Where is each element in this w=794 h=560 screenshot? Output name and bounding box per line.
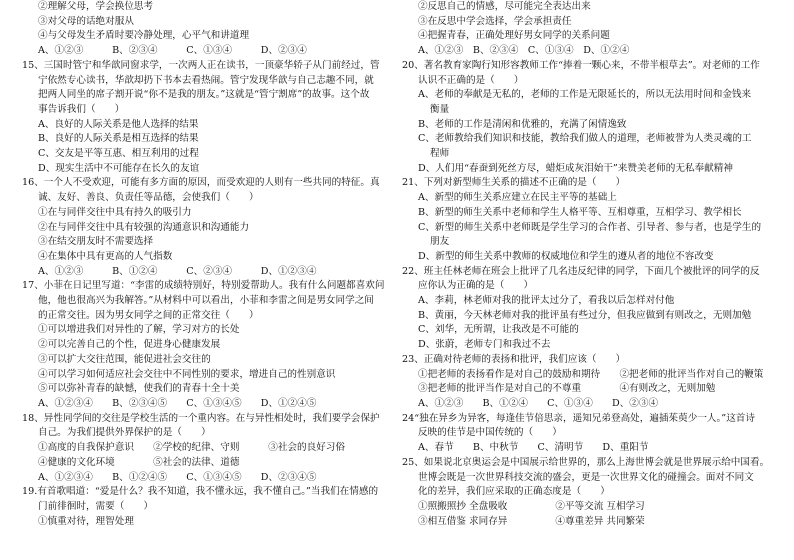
question-line: ①慎重对待，理智处理 <box>38 515 134 527</box>
question-line: ②理解父母，学会换位思考 <box>38 1 154 12</box>
question-line: 应你认为正确的是（ ） <box>418 280 534 292</box>
question-line: 宁依然专心读书，华歆却扔下书本去看热闹。管宁发现华歆与自己志趣不同，就 <box>38 74 374 86</box>
question-line: ③对父母的话绝对服从 <box>38 15 134 27</box>
question-line: ④把握青春，正确处理好男女同学的关系问题 <box>418 30 610 42</box>
question-line: ④与父母发生矛盾时要冷静处理，心平气和讲道理 <box>38 30 250 42</box>
question-line: C、新型的师生关系中老师既是学生学习的合作者、引导者、参与者，也是学生的 <box>418 221 762 233</box>
question-line: ③在反思中学会选择，学会承担责任 <box>418 15 572 27</box>
question-line: A、①②③④ B、①②④⑤ C、①③④⑤ D、②③④⑤ <box>38 471 317 483</box>
question-line: ②反思自己的情感，尽可能完全表达出来 <box>418 1 591 12</box>
question-line: D、新型的师生关系中教师的权威地位和学生的遵从者的地位不容改变 <box>418 250 714 262</box>
question-line: 把两人同坐的席子割开说“你不是我的朋友。”这就是“管宁割席”的故事。这个故 <box>38 89 370 101</box>
question-line: 化的差异，我们应采取的正确态度是（ ） <box>418 486 610 498</box>
question-line: ①在与同伴交往中具有持久的吸引力 <box>38 206 192 218</box>
question-line: A、李莉，林老师对我的批评太过分了，看我以后怎样对付他 <box>418 295 675 307</box>
question-line: ①高度的自我保护意识 ②学校的纪律、守则 ③社会的良好习俗 <box>38 442 345 454</box>
question-line: A、①②③ B、①②④ C、①③④ D、②③④ <box>418 397 659 409</box>
question-line: ③相互借鉴 求同存异 ④尊重差异 共同繁荣 <box>418 515 645 527</box>
question-line: ④在集体中具有更高的人气指数 <box>38 250 173 262</box>
question-line: C、老师教给我们知识和技能，教给我们做人的道理，老师被誉为人类灵魂的工 <box>418 133 752 145</box>
question-line: B、良好的人际关系是相互选择的结果 <box>38 133 199 145</box>
question-line: A、老师的奉献是无私的，老师的工作是无限延长的，所以无法用时间和金钱来 <box>418 89 752 101</box>
question-line: D、人们用“春蚕到死丝方尽，蜡炬成灰泪始干”来赞美老师的无私奉献精神 <box>418 162 733 174</box>
question-line: 朋友 <box>430 236 450 248</box>
question-line: 认识不正确的是（ ） <box>418 74 524 86</box>
question-line: ①照搬照抄 全盘吸收 ②平等交流 互相学习 <box>418 500 645 512</box>
question-line: 19.有首歌唱道：“爱是什么？我不知道，我不懂永远，我不懂自己。”当我们在情感的 <box>22 486 379 498</box>
question-line: 衡量 <box>430 103 450 115</box>
question-line: B、黄丽，今天林老师对我的批评虽有些过分，但我应做到有则改之，无则加勉 <box>418 309 752 321</box>
question-line: A、春节 B、中秋节 C、清明节 D、重阳节 <box>418 442 649 454</box>
question-line: B、新型的师生关系中老师和学生人格平等、互相尊重，互相学习、教学相长 <box>418 206 742 218</box>
question-line: 他，他也很高兴为我解答。”从材料中可以看出，小菲和李雷之间是男女同学之间 <box>38 295 374 307</box>
question-line: ①把老师的表扬看作是对自己的鼓励和期待 ②把老师的批评当作对自己的鞭策 <box>418 368 764 380</box>
question-line: ④可以学习如何适应社会交往中不同性别的要求，增进自己的性别意识 <box>38 368 336 380</box>
question-line: 16、一个人不受欢迎，可能有多方面的原因，而受欢迎的人则有一些共同的特征。真 <box>22 177 380 189</box>
question-line: ⑤可以弥补青春的缺憾，使我们的青春十全十美 <box>38 383 240 395</box>
question-line: 18、异性同学间的交往是学校生活的一个重内容。在与异性相处时，我们要学会保护 <box>22 412 380 424</box>
question-line: 24“独在异乡为异客，每逢佳节倍思亲，遥知兄弟登高处，遍插茱萸少一人。”这首诗 <box>402 412 755 424</box>
question-line: 25、如果说北京奥运会是中国展示给世界的，那么上海世博会就是世界展示给中国看。 <box>402 456 770 468</box>
question-line: ②可以完善自己的个性，促进身心健康发展 <box>38 339 221 351</box>
question-line: ③把老师的批评当作是对自己的不尊重 ④有则改之，无则加勉 <box>418 383 716 395</box>
question-line: 世博会既是一次世界科技交流的盛会，更是一次世界文化的碰撞会。面对不同文 <box>418 471 754 483</box>
question-line: A、①②③ B、②③④ C、①③④ D、①②④ <box>418 45 630 57</box>
question-line: D、现实生活中不可能存在长久的友谊 <box>38 162 200 174</box>
question-line: A、①②③ B、①②④ C、②③④ D、①②③④ <box>38 265 317 277</box>
question-line: 门前徘徊时，需要（ ） <box>38 500 154 512</box>
question-line: C、刘华，无所谓，让我改是不可能的 <box>418 324 579 336</box>
question-line: 17、小菲在日记里写道：“李雷的成绩特别好，特别爱帮助人。我有什么问题都喜欢问 <box>22 280 385 292</box>
question-line: 程师 <box>430 148 450 160</box>
question-line: A、①②③④ B、②③④⑤ C、①③④⑤ D、①②④⑤ <box>38 397 317 409</box>
question-line: ③可以扩大交往范围，能促进社会交往的 <box>38 353 211 365</box>
question-line: A、新型的师生关系应建立在民主平等的基础上 <box>418 192 617 204</box>
question-line: C、交友是平等互惠、相互利用的过程 <box>38 148 199 160</box>
question-line: D、张蔚，老师专门和我过不去 <box>418 339 551 351</box>
question-line: 自己。为我们提供外界保护的是（ ） <box>38 427 211 439</box>
question-line: 的正常交往。因为男女同学之间的正常交往（ ） <box>38 309 259 321</box>
question-line: ③在结交朋友时不需要选择 <box>38 236 154 248</box>
question-line: ②在与同伴交往中具有较强的沟通意识和沟通能力 <box>38 221 250 233</box>
question-line: B、老师的工作是清闲和优雅的，充满了闲情逸致 <box>418 118 627 130</box>
question-line: 23、正确对待老师的表扬和批评，我们应该（ ） <box>402 353 626 365</box>
question-line: 反映的佳节是中国传统的（ ） <box>418 427 562 439</box>
right-column <box>402 0 774 529</box>
left-column <box>22 0 394 529</box>
question-line: ④健康的文化环境 ⑤社会的法律、道德 <box>38 456 240 468</box>
question-line: A、①②③ B、②③④ C、①③④ D、②③④ <box>38 45 307 57</box>
question-line: 21、下列对新型师生关系的描述不正确的是（ ） <box>402 177 626 189</box>
question-line: A、良好的人际关系是他人选择的结果 <box>38 118 199 130</box>
question-line: 事告诉我们（ ） <box>38 103 125 115</box>
question-line: 15、三国时管宁和华歆同窗求学，一次两人正在读书，一顶豪华轿子从门前经过，管 <box>22 59 380 71</box>
question-line: 诚、友好、善良、负责任等品德，会使我们（ ） <box>38 192 259 204</box>
question-line: 22、班主任林老师在班会上批评了几名违反纪律的同学，下面几个被批评的同学的反 <box>402 265 760 277</box>
question-line: ①可以增进我们对异性的了解，学习对方的长处 <box>38 324 240 336</box>
question-line: 20、著名教育家陶行知形容教师工作“捧着一颗心来，不带半根草去”。对老师的工作 <box>402 59 760 71</box>
